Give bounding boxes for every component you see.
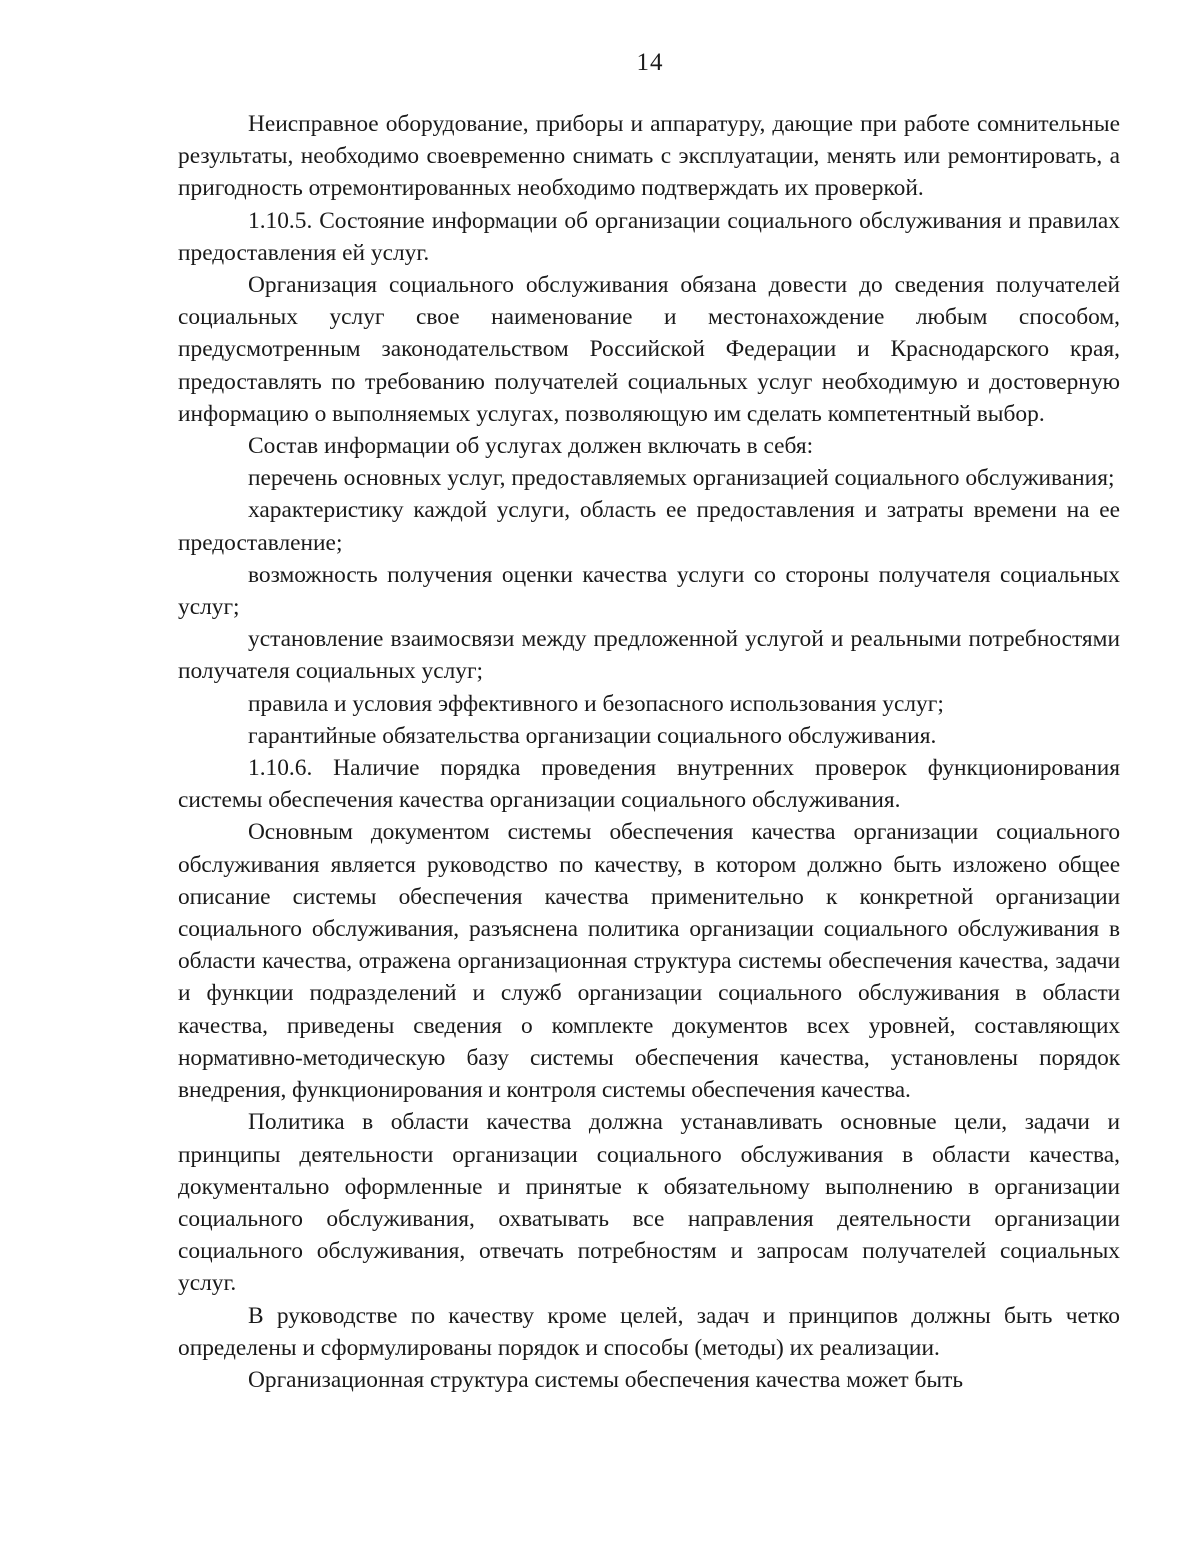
paragraph-manual-methods: В руководстве по качеству кроме целей, задач и принципов должны быть четко определены и сформулированы порядок и способы (методы) их реализации. — [178, 1302, 1120, 1361]
section-heading-1-10-6: 1.10.6. Наличие порядка проведения внутренних проверок функционирования системы обеспечения качества организации социального обслуживания. — [178, 755, 1120, 814]
list-item-warranty: гарантийные обязательства организации социального обслуживания. — [248, 722, 937, 749]
paragraph-info-composition: Состав информации об услугах должен включать в себя: — [248, 433, 814, 460]
paragraph-org-structure: Организационная структура системы обеспечения качества может быть — [248, 1366, 964, 1393]
paragraph-quality-policy: Политика в области качества должна устанавливать основные цели, задачи и принципы деятельности организации социального обслуживания в области качества, документально оформленные и принятые к обязательному выполнению в организации социального обслуживания, охватывать все направления деятельности организации социального обслуживания, отвечать потребностям и запросам получателей социальных услуг. — [178, 1109, 1120, 1297]
list-item-usage-rules: правила и условия эффективного и безопасного использования услуг; — [248, 690, 944, 717]
paragraph-quality-manual: Основным документом системы обеспечения качества организации социального обслуживания является руководство по качеству, в котором должно быть изложено общее описание системы обеспечения качества применительно к конкретной организации социального обслуживания, разъяснена политика организации социального обслуживания в области качества, отражена организационная структура системы обеспечения качества, задачи и функции подразделений и служб организации социального обслуживания в области качества, приведены сведения о комплекте документов всех уровней, составляющих нормативно-методическую базу системы обеспечения качества, установлены порядок внедрения, функционирования и контроля системы обеспечения качества. — [178, 819, 1120, 1104]
paragraph-faulty-equipment: Неисправное оборудование, приборы и аппаратуру, дающие при работе сомнительные результаты, необходимо своевременно снимать с эксплуатации, менять или ремонтировать, а пригодность отремонтированных необходимо подтверждать их проверкой. — [178, 111, 1120, 202]
document-body — [178, 108, 1120, 1396]
list-item-relationship: установление взаимосвязи между предложенной услугой и реальными потребностями получателя социальных услуг; — [178, 626, 1120, 685]
list-item-services-list: перечень основных услуг, предоставляемых организацией социального обслуживания; — [248, 465, 1115, 492]
section-heading-1-10-5: 1.10.5. Состояние информации об организации социального обслуживания и правилах предоставления ей услуг. — [178, 207, 1120, 266]
list-item-service-characteristics: характеристику каждой услуги, область ее предоставления и затраты времени на ее предоставление; — [178, 497, 1120, 556]
list-item-quality-evaluation: возможность получения оценки качества услуги со стороны получателя социальных услуг; — [178, 561, 1120, 621]
paragraph-organization-obligation: Организация социального обслуживания обязана довести до сведения получателей социальных услуг свое наименование и местонахождение любым способом, предусмотренным законодательством Российской Федерации и Краснодарского края, предоставлять по требованию получателей социальных услуг необходимую и достоверную информацию о выполняемых услугах, позволяющую им сделать компетентный выбор. — [178, 272, 1120, 427]
page-number: 14 — [636, 49, 664, 76]
